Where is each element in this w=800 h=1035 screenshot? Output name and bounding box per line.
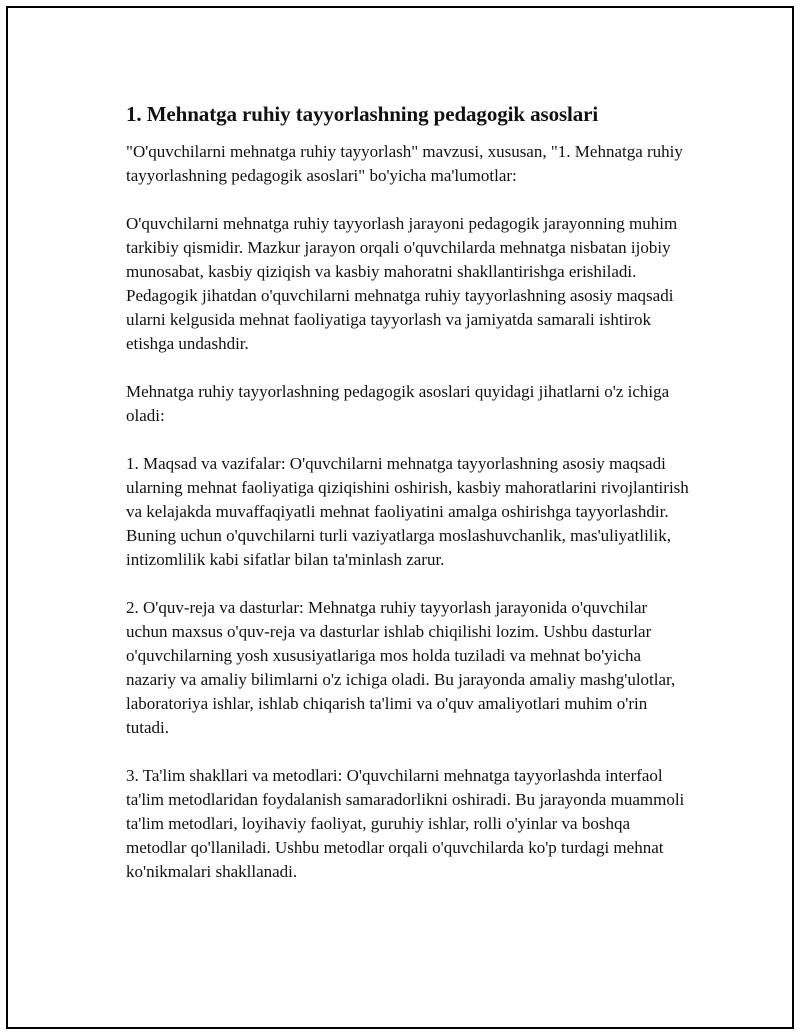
overview-paragraph: O'quvchilarni mehnatga ruhiy tayyorlash jarayoni pedagogik jarayonning muhim tarkibiy qismidir. Mazkur jarayon orqali o'quvchilarda mehnatga nisbatan ijobiy munosabat, kasbiy qiziqish va kasbiy mahoratni shakllantirishga erishiladi. Pedagogik jihatdan o'quvchilarni mehnatga ruhiy tayyorlashning asosiy maqsadi ularni kelgusida mehnat faoliyatiga tayyorlash va jamiyatda samarali ishtirok etishga undashdir. [126, 214, 678, 353]
document-body [126, 100, 692, 884]
page-frame [6, 6, 794, 1029]
methods-paragraph: 3. Ta'lim shakllari va metodlari: O'quvchilarni mehnatga tayyorlashda interfaol ta'lim metodlaridan foydalanish samaradorlikni oshiradi. Bu jarayonda muammoli ta'lim metodlari, loyihaviy faoliyat, guruhiy ishlar, rolli o'yinlar va boshqa metodlar qo'llaniladi. Ushbu metodlar orqali o'quvchilarda ko'p turdagi mehnat ko'nikmalari shakllanadi. [126, 766, 685, 881]
aspects-intro-paragraph: Mehnatga ruhiy tayyorlashning pedagogik asoslari quyidagi jihatlarni o'z ichiga oladi: [126, 382, 670, 425]
document-title: 1. Mehnatga ruhiy tayyorlashning pedagogik asoslari [126, 102, 599, 126]
goals-paragraph: 1. Maqsad va vazifalar: O'quvchilarni mehnatga tayyorlashning asosiy maqsadi ularning mehnat faoliyatiga qiziqishini oshirish, kasbiy mahoratlarini rivojlantirish va kelajakda muvaffaqiyatli mehnat faoliyatini amalga oshirishga tayyorlashdir. Buning uchun o'quvchilarni turli vaziyatlarga moslashuvchanlik, mas'uliyatlilik, intizomlilik kabi sifatlar bilan ta'minlash zarur. [126, 454, 689, 569]
intro-paragraph: "O'quvchilarni mehnatga ruhiy tayyorlash" mavzusi, xususan, "1. Mehnatga ruhiy tayyorlashning pedagogik asoslari" bo'yicha ma'lumotlar: [126, 142, 683, 185]
curriculum-paragraph: 2. O'quv-reja va dasturlar: Mehnatga ruhiy tayyorlash jarayonida o'quvchilar uchun maxsus o'quv-reja va dasturlar ishlab chiqilishi lozim. Ushbu dasturlar o'quvchilarning yosh xususiyatlariga mos holda tuziladi va mehnat bo'yicha nazariy va amaliy bilimlarni o'z ichiga oladi. Bu jarayonda amaliy mashg'ulotlar, laboratoriya ishlar, ishlab chiqarish ta'limi va o'quv amaliyotlari muhim o'rin tutadi. [126, 598, 676, 737]
